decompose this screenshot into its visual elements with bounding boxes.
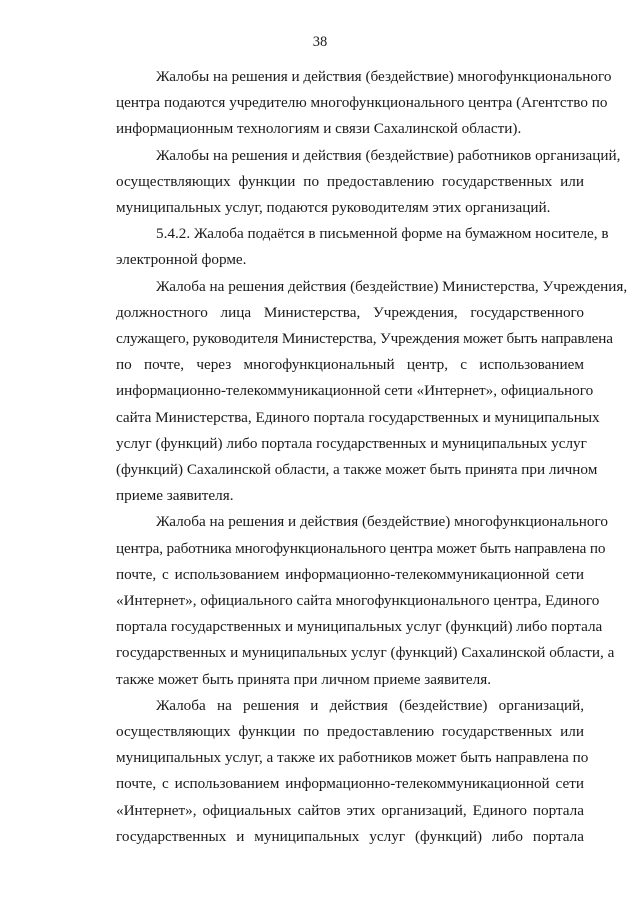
text-line: 5.4.2. Жалоба подаётся в письменной форме на бумажном носителе, в [156,225,609,243]
text-line: Жалоба на решения и действия (бездействие) организаций, [156,696,584,714]
text-line: сайта Министерства, Единого портала государственных и муниципальных [116,408,600,426]
text-line: государственных и муниципальных услуг (функций) Сахалинской области, а [116,644,615,662]
page-number: 38 [312,34,328,50]
text-line: «Интернет», официальных сайтов этих организаций, Единого портала [116,801,584,819]
text-line: портала государственных и муниципальных услуг (функций) либо портала [116,618,603,636]
paragraph-complaint-ministry [76,274,628,510]
text-line: электронной форме. [116,251,247,269]
text-line: (функций) Сахалинской области, а также может быть принята при личном [116,461,598,479]
text-line: почте, с использованием информационно-телекоммуникационной сети [116,565,584,583]
paragraph-complaints-mfc [76,64,612,143]
text-line: служащего, руководителя Министерства, Учреждения может быть направлена [116,330,613,348]
paragraph-complaint-mfc-worker [76,509,615,692]
text-line: «Интернет», официального сайта многофункционального центра, Единого [116,592,600,610]
text-line: приеме заявителя. [116,487,234,505]
text-line: Жалобы на решения и действия (бездействие) работников организаций, [156,146,621,164]
paragraph-complaint-organizations-workers [76,693,589,850]
text-line: осуществляющих функции по предоставлению государственных или [116,172,584,190]
text-line: должностного лица Министерства, Учреждения, государственного [116,303,584,321]
text-line: муниципальных услуг, а также их работников может быть направлена по [116,749,589,767]
text-line: информационно-телекоммуникационной сети «Интернет», официального [116,382,594,400]
text-line: государственных и муниципальных услуг (функций) либо портала [116,827,584,845]
paragraph-complaints-organizations [76,143,621,222]
text-line: услуг (функций) либо портала государственных и муниципальных услуг [116,434,587,452]
text-line: также может быть принята при личном приеме заявителя. [116,670,492,688]
text-line: почте, с использованием информационно-телекоммуникационной сети [116,775,584,793]
text-line: Жалобы на решения и действия (бездействие) многофункционального [156,68,612,85]
document-body [76,64,628,850]
text-line: Жалоба на решения и действия (бездействие) многофункционального [156,513,608,531]
paragraph-5-4-2 [76,221,609,273]
text-line: муниципальных услуг, подаются руководителям этих организаций. [116,199,551,217]
text-line: по почте, через многофункциональный центр, с использованием [116,356,584,374]
text-line: центра подаются учредителю многофункционального центра (Агентство по [116,94,608,112]
text-line: информационным технологиям и связи Сахалинской области). [116,120,522,138]
text-line: осуществляющих функции по предоставлению государственных или [116,723,584,741]
text-line: Жалоба на решения действия (бездействие) Министерства, Учреждения, [156,277,628,295]
text-line: центра, работника многофункционального центра может быть направлена по [116,539,606,557]
